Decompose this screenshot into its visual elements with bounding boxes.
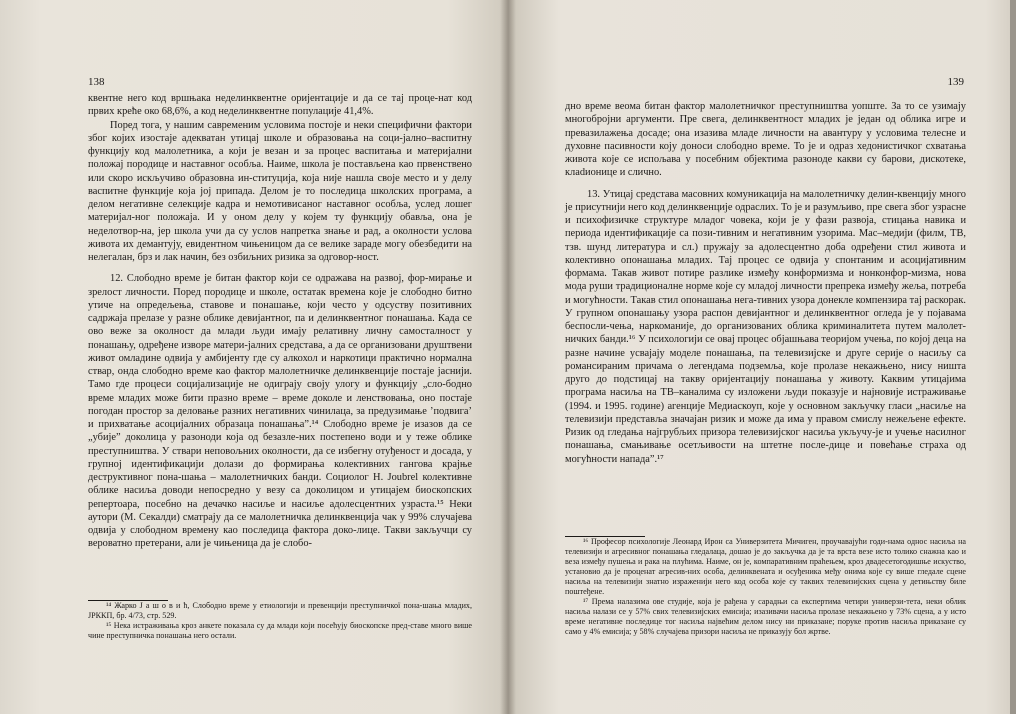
paragraph: 12. Слободно време је битан фактор који се одражава на развој, фор-мирање и зрелост личности. Поред породице и школе, остатак времена које је слободно битно утиче на опредељења, ставове и понашање, који често у одсуству позитивних садржаја прелазе у разне облике девијантног, па и делинквентног понашања. Када се ово веже за околност да млади људи имају релативну личну самосталност у понашању, одређене изворе матери-јалних средстава, а да се организовани друштвени живот омладине одвија у амбијенту где су алкохол и наркотици практично нормална ствар, онда слободно време као фактор малолетничке делинквенције постаје јаснији. Тамо где процеси социјализације не одиграју своју улогу и функцију „сло-бодно време младих може бити празно време – време доколе и ленствовања, оно постаје погодан простор за деловање разних негативних чинилаца, за предузимање ’подвига’ и прихватање асоцијалних образаца понашања”.¹⁴ Слободно време је изазов да се „убије” доколица у разоноди која од безазле-них постепено води и у теже облике преступништва. У ствари неповољних околности, да се избегну отуђеност и досада, у групној идентификацији долази до формирања колективних гангова крајње деструктивног пона-шања – малолетничких банди. Социолог Н. Joubrel колективне облике насиља доводи непосредно у везу са доколицом и утицајем биоскопских репертоара, посебно на дечачко насиље и насиље адолесцентних узраста.¹⁵ Неки аутори (М. Секалди) сматрају да се малолетничка делинквенција чак у 99% случајева одвија у слободном времену као последица фактора доко-лице. Такви закључци су вероватно претерани, али је чињеница да је слобо-: [88, 273, 472, 550]
page-number: 139: [947, 76, 964, 88]
footnotes: [88, 600, 472, 641]
footnote: ¹⁴ Жарко Ј а ш о в и ћ, Слободно време у етиологији и превенцији преступничкої пона-шања младих, ЈРККП, бр. 4/73, стр. 529.: [88, 601, 472, 620]
page-body: [88, 92, 472, 551]
footnote: ¹⁷ Према налазима ове студије, која је рађена у сарадњи са експертима четири универзи-тета, неки облик насиља налази се у 57% свих телевизијских емисија; изазивачи насиља пролазе некажњено у 73% сцена, а у исто време негативне последице тог насиља највећим делом нису ни приказане; поруке против насиља приказане су само у 4% емисија; у 58% случајева призори насиља не приказују бол жртве.: [565, 597, 966, 636]
page-edge: [1010, 0, 1016, 714]
footnote: ¹⁶ Професор психологије Леонард Ирон са Универзитета Мичиген, проучавајући годи-нама однос насиља на телевизији и агресивног понашања гледалаца, дошао је до закључка да је та врста везе исто толико снажна као и веза између пушења и рака на плућима. Наиме, он је, компаративним праћењем, кроз двадесетогодишње искуство, установио да је проценат агресив-них особа, делинквената и осуђеника међу онима које су више гледале сцене насиља на телевизији знатно израженији него код особа које су таквих телевизијских сцена у детињству биле поштеђене.: [565, 537, 966, 596]
paragraph: Поред тога, у нашим савременим условима постоје и неки специфични фактори због којих изостаје адекватан утицај школе и образовања на соци-јално–васпитну функцију код малолетника, а који је везан и за процес васпитања и материјални положај породице и наставног особља. Наиме, школа је постављена као првенствено или скоро искључиво образовна ин-ституција, која није нашла своје место и у делу васпитне функције која јој припада. Делом је то последица школских програма, а делом негативне селекције кадра и немотивисаног наставног особља, услед лошег материјал-ног положаја. И у оном делу у којем ту функцију обавља, она је неделотвор-на, јер школа учи да су услов напретка знање и рад, а околности услова живота их демантују, евидентном чињеницом да се велике зараде могу обезбедити на нелегалан, брз и лак начин, без озбиљних ризика за одговор-ност.: [88, 119, 472, 263]
book-gutter: [500, 0, 516, 714]
footnote: ¹⁵ Нека истраживања кроз анкете показала су да млади који посећују биоскопске пред-ставе много више чине преступничка понашања него остали.: [88, 621, 472, 640]
paragraph: квентне него код вршњака неделинквентне оријентације и да се тај проце-нат код првих креће око 68,6%, а код неделинквентне популације 41,4%.: [88, 93, 472, 118]
page-number: 138: [88, 76, 105, 88]
paragraph: 13. Утицај средстава масовних комуникација на малолетничку делин-квенцију много је присутнији него код делинквенције одраслих. То је и разумљиво, пре свега због узрасне и психофизичке структуре младог човека, који је у фази развоја, стицања навика и периода идентификације са пози-тивним и негативним узорима. Мас–медији (филм, ТВ, тзв. шунд литература и сл.) пружају за адолесцентно доба одређени стил живота и колективно опонашања младих. Тај процес се одвија у спонтаним и асоцијативним формама. Такав живот потире разлике између конформизма и нонконфор-мизма, нова мода руши традиционалне норме које су младој личности препрека између жеља, потреба и могућности. Такав стил опонашања нега-тивних узора донекле компензира тај раскорак. У групном опонашању узора распон девијантног и делинквентног огледа је у појавама беспосли-чења, наркоманије, до организованих облика криминалитета путем малолет-ничких банди.¹⁶ У психологији се овај процес објашњава теоријом учења, по којој деца на разне начине усвајају моделе понашања, па телевизијске и друге серије о насиљу са романсираним причама о легендама подземља, које пролазе некажњено, нису ништа друго до подстицај на такву оријентацију понашања у животу. Каквим утицајима програма насиља на ТВ–каналима су изложени људи показује и најновије истраживање (1994. и 1995. године) агенције Медиаскоуп, које у основном закључку гласи „насиље на телевизији представља значајан ризик и може да има у правом смислу нежељене ефекте. Ризик од гледања најгрубљих призора телевизијског насиља укључу-је и учење насилног понашања, смањивање осетљивости на штетне после-дице и повећање страха од могућности напада”.¹⁷: [565, 188, 966, 465]
footnotes: [565, 536, 966, 637]
right-page: [508, 0, 1016, 714]
page-body: [565, 100, 966, 466]
paragraph: дно време веома битан фактор малолетничког преступништва уопште. За то се узимају многобројни аргументи. Пре свега, делинквентност младих је један од облика игре и превазилажења досаде; она изазива младе личности на авантуру у условима телесне и духовне пасивности коју доноси слободно време. То је и одраз хедонистичког схватања живота које се испољава у посебним објектима разоноде какви су барови, дискотеке, клadионице и слично.: [565, 101, 966, 179]
